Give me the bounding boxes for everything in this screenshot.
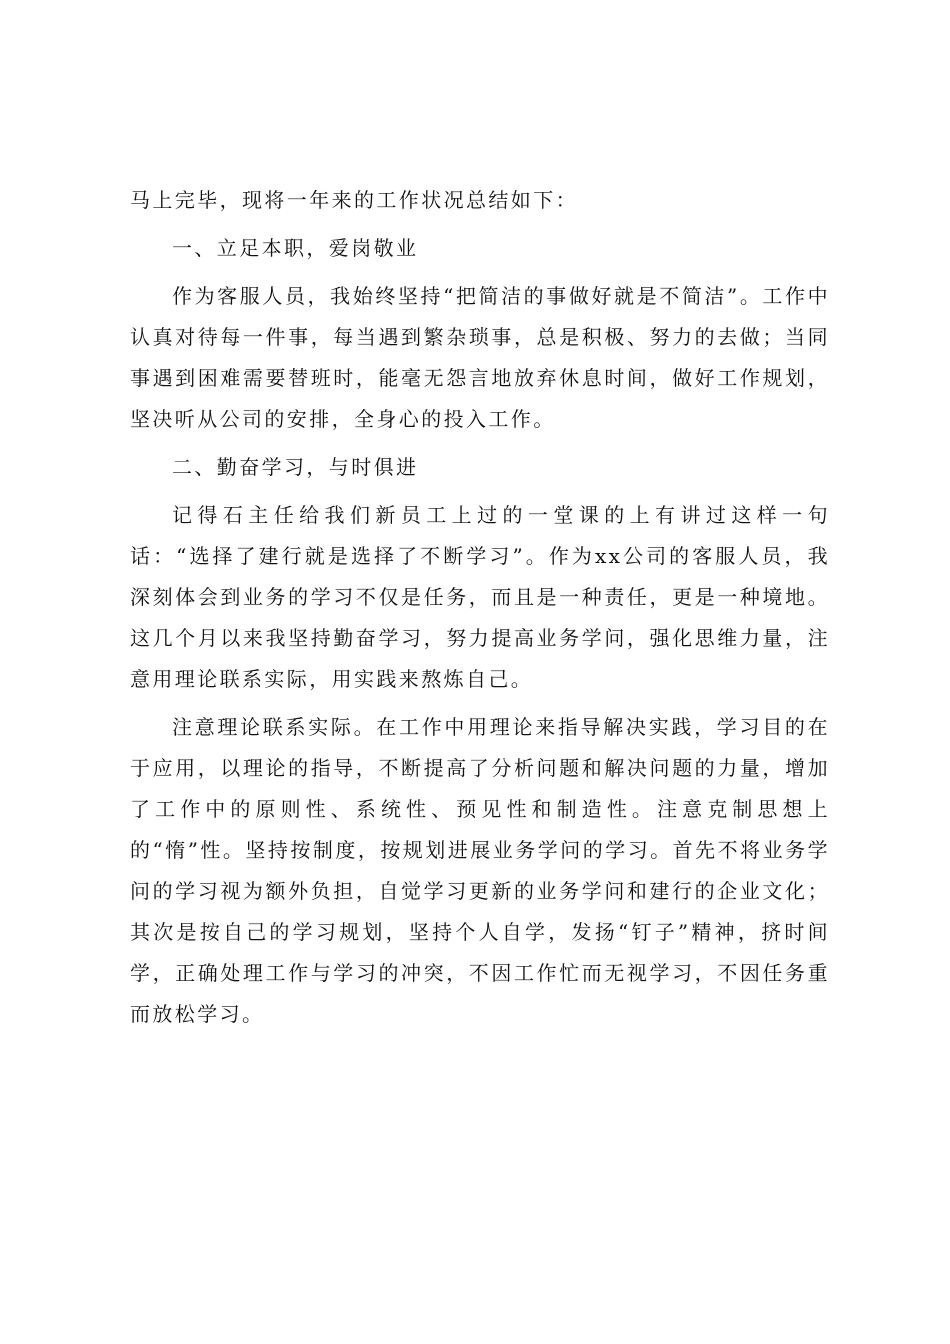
section-heading-2: 二、勤奋学习，与时俱进: [172, 455, 419, 479]
section-heading-1: 一、立足本职，爱岗敬业: [172, 236, 419, 260]
paragraph-intro: 马上完毕，现将一年来的工作状况总结如下：: [130, 188, 578, 212]
paragraph-section-2-a: 记得石主任给我们新员工上过的一堂课的上有讲过这样一句话：“选择了建行就是选择了不断学习”。作为xx公司的客服人员，我深刻体会到业务的学习不仅是任务，而且是一种责任，更是一种境地。这几个月以来我坚持勤奋学习，努力提高业务学问，强化思维力量，注意用理论联系实际，用实践来熬炼自己。: [130, 503, 830, 691]
document-page: [130, 180, 830, 1042]
paragraph-section-2-b: 注意理论联系实际。在工作中用理论来指导解决实践，学习目的在于应用，以理论的指导，不断提高了分析问题和解决问题的力量，增加了工作中的原则性、系统性、预见性和制造性。注意克制思想上的“惰”性。坚持按制度，按规划进展业务学问的学习。首先不将业务学问的学习视为额外负担，自觉学习更新的业务学问和建行的企业文化；其次是按自己的学习规划，坚持个人自学，发扬“钉子”精神，挤时间学，正确处理工作与学习的冲突，不因工作忙而无视学习，不因任务重而放松学习。: [130, 715, 830, 1026]
paragraph-section-1: 作为客服人员，我始终坚持“把简洁的事做好就是不简洁”。工作中认真对待每一件事，每当遇到繁杂琐事，总是积极、努力的去做；当同事遇到困难需要替班时，能毫无怨言地放弃休息时间，做好工作规划，坚决听从公司的安排，全身心的投入工作。: [130, 284, 830, 431]
